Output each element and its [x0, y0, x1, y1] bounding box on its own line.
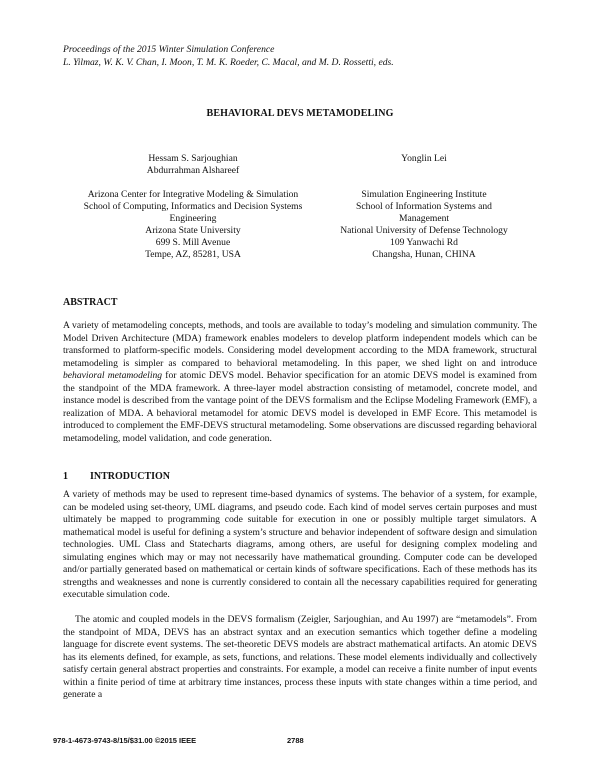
- abstract-text-part: for atomic DEVS model. Behavior specification for an atomic DEVS model is examined from the standpoint of the MDA framework. A three-layer model abstraction consisting of metamodel, concrete model, and instance model is described from the vantage point of the DEVS formalism and the Eclipse Modeling Framework (EMF), a realization of MDA. A behavioral metamodel for atomic DEVS model is developed in EMF Ecore. This metamodel is introduced to complement the EMF-DEVS structural metamodeling. Some observations are discussed regarding behavioral metamodeling, model validation, and code generation.: [63, 370, 537, 444]
- affiliation-line: 699 S. Mill Avenue: [155, 237, 231, 248]
- paper-title: BEHAVIORAL DEVS METAMODELING: [206, 108, 394, 119]
- abstract-heading: ABSTRACT: [63, 297, 118, 308]
- abstract-text: [63, 320, 537, 445]
- author-names-left: [68, 153, 318, 177]
- footer-isbn: 978-1-4673-9743-8/15/$31.00 ©2015 IEEE: [53, 736, 197, 745]
- abstract-text-part: A variety of metamodeling concepts, methods, and tools are available to today’s modeling and simulation community. The Model Driven Architecture (MDA) framework enables modelers to develop platform independent models which can be transformed to platform-specific models. Considering model development according to the MDA framework, structural metamodeling is simpler as compared to behavioral metamodeling. In this paper, we shed light on and introduce: [63, 320, 537, 369]
- author-name: Yonglin Lei: [401, 153, 447, 164]
- conference-name: Proceedings of the 2015 Winter Simulation Conference: [63, 44, 275, 55]
- author-column-right: [312, 153, 536, 261]
- intro-paragraph-1: A variety of methods may be used to represent time-based dynamics of systems. The behavior of a system, for example, can be modeled using set-theory, UML diagrams, and pseudo code. Each kind of model serves certain purposes and must ultimately be mapped to programming code suitable for execution in one or possibly multiple target simulators. A mathematical model is useful for defining a system’s structure and behavior independent of software design and simulation technologies. UML Class and Statecharts diagrams, among others, are useful for designing complex modeling and simulating engines which may or may not necessarily have mathematical grounding. Computer code can be developed and/or partially generated based on mathematical or certain kinds of software specifications. Each of these methods has its strengths and weaknesses and none is currently considered to contain all the necessary capabilities required for generating executable simulation code.: [63, 489, 537, 600]
- author-name: Abdurrahman Alshareef: [146, 165, 240, 176]
- affiliation-line: Simulation Engineering Institute: [361, 189, 487, 200]
- affiliation-line: School of Computing, Informatics and Decision Systems: [83, 201, 303, 212]
- affiliation-line: Changsha, Hunan, CHINA: [372, 249, 476, 260]
- section-number: 1: [63, 471, 68, 482]
- editors-line: L. Yilmaz, W. K. V. Chan, I. Moon, T. M. K. Roeder, C. Macal, and M. D. Rossetti, eds.: [63, 56, 394, 68]
- footer-page-number: 2788: [287, 736, 304, 745]
- section-heading-introduction: [63, 471, 170, 482]
- affiliation-line: School of Information Systems and: [356, 201, 492, 212]
- affiliation-line: Arizona State University: [145, 225, 241, 236]
- affiliation-line: Tempe, AZ, 85281, USA: [145, 249, 241, 260]
- affiliation-line: Engineering: [169, 213, 217, 224]
- affiliation-line: Arizona Center for Integrative Modeling & Simulation: [87, 189, 299, 200]
- author-column-left: [68, 153, 318, 261]
- proceedings-header: [63, 44, 543, 69]
- affiliation-line: National University of Defense Technology: [340, 225, 508, 236]
- affiliation-line: 109 Yanwachi Rd: [390, 237, 458, 248]
- intro-paragraph-2: The atomic and coupled models in the DEVS formalism (Zeigler, Sarjoughian, and Au 1997) are “metamodels”. From the standpoint of MDA, DEVS has an abstract syntax and an execution semantics which together define a modeling language for discrete event systems. The set-theoretic DEVS models are abstract mathematical artifacts. An atomic DEVS has its elements defined, for example, as sets, functions, and relations. These model elements individually and collectively satisfy certain general abstract properties and constraints. For example, a model can receive a finite number of input events within a finite period of time at arbitrary time instances, process these inputs with state changes within a time period, and generate a: [63, 614, 537, 700]
- abstract-emphasis: behavioral metamodeling: [63, 370, 163, 381]
- affiliation-line: Management: [398, 213, 450, 224]
- author-name: Hessam S. Sarjoughian: [148, 153, 238, 164]
- author-names-right: [312, 153, 536, 177]
- section-title: INTRODUCTION: [90, 471, 171, 482]
